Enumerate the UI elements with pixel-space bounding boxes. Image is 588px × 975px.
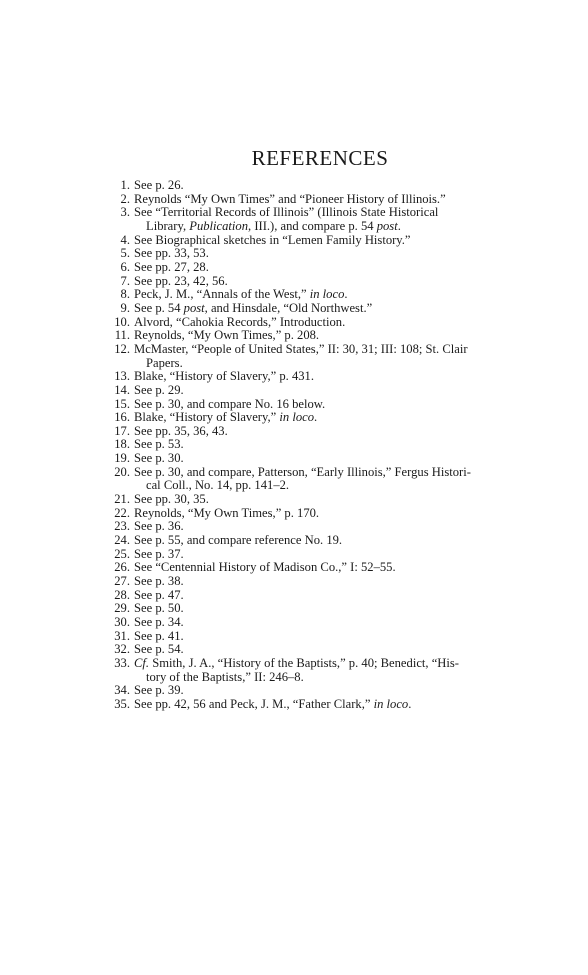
reference-number: 26. [114, 560, 130, 575]
reference-item [104, 657, 556, 684]
reference-list [104, 179, 556, 712]
reference-text: Alvord, “Cahokia Records,” Introduction. [134, 314, 346, 329]
reference-text-block [134, 534, 556, 548]
reference-text-block [134, 507, 556, 521]
reference-item [104, 316, 556, 330]
reference-text: See p. 54 post, and Hinsdale, “Old Northwest.” [134, 300, 373, 315]
reference-number: 7. [120, 273, 130, 288]
reference-number: 35. [114, 696, 130, 711]
reference-text-block [134, 698, 556, 712]
reference-number: 32. [114, 642, 130, 657]
reference-text-block [134, 466, 556, 493]
reference-number: 28. [114, 587, 130, 602]
reference-text: Cf. Smith, J. A., “History of the Baptists,” p. 40; Benedict, “His- [134, 655, 459, 670]
reference-text-block [134, 425, 556, 439]
reference-number: 21. [114, 492, 130, 507]
reference-item [104, 493, 556, 507]
reference-text: See p. 41. [134, 628, 184, 643]
reference-text: Blake, “History of Slavery,” in loco. [134, 410, 318, 425]
reference-text-block [134, 288, 556, 302]
reference-number: 12. [114, 341, 130, 356]
reference-text-block [134, 370, 556, 384]
reference-text-block [134, 329, 556, 343]
reference-text: See p. 36. [134, 519, 184, 534]
reference-text-block [134, 602, 556, 616]
reference-item [104, 343, 556, 370]
reference-text-block [134, 438, 556, 452]
reference-number: 23. [114, 519, 130, 534]
reference-number: 15. [114, 396, 130, 411]
reference-number: 17. [114, 423, 130, 438]
reference-text: See “Centennial History of Madison Co.,” I: 52–55. [134, 560, 396, 575]
reference-text-block [134, 657, 556, 684]
reference-item [104, 534, 556, 548]
reference-text-block [134, 411, 556, 425]
reference-number: 25. [114, 546, 130, 561]
reference-item [104, 411, 556, 425]
reference-number: 16. [114, 410, 130, 425]
reference-text-block [134, 234, 556, 248]
reference-item [104, 329, 556, 343]
reference-text: See p. 50. [134, 601, 184, 616]
reference-text-block [134, 179, 556, 193]
reference-item [104, 507, 556, 521]
reference-text: See pp. 27, 28. [134, 259, 209, 274]
reference-text-block [134, 275, 556, 289]
reference-item [104, 684, 556, 698]
reference-text-block [134, 206, 556, 233]
reference-text: See p. 37. [134, 546, 184, 561]
reference-text-block [134, 616, 556, 630]
reference-text: Reynolds, “My Own Times,” p. 170. [134, 505, 320, 520]
reference-text: Reynolds, “My Own Times,” p. 208. [134, 328, 320, 343]
reference-text-block [134, 493, 556, 507]
reference-text: See p. 29. [134, 382, 184, 397]
reference-number: 20. [114, 464, 130, 479]
reference-item [104, 616, 556, 630]
reference-number: 27. [114, 574, 130, 589]
reference-text-block [134, 561, 556, 575]
reference-number: 19. [114, 451, 130, 466]
reference-item [104, 206, 556, 233]
reference-text-block [134, 643, 556, 657]
reference-number: 9. [120, 300, 130, 315]
reference-item [104, 193, 556, 207]
reference-text-block [134, 548, 556, 562]
reference-number: 13. [114, 369, 130, 384]
reference-number: 24. [114, 533, 130, 548]
reference-text: See pp. 35, 36, 43. [134, 423, 228, 438]
reference-item [104, 452, 556, 466]
reference-number: 11. [114, 328, 130, 343]
reference-text-block [134, 316, 556, 330]
reference-continuation: cal Coll., No. 14, pp. 141–2. [146, 478, 290, 493]
reference-item [104, 234, 556, 248]
reference-number: 33. [114, 655, 130, 670]
reference-item [104, 247, 556, 261]
reference-number: 14. [114, 382, 130, 397]
reference-number: 3. [120, 205, 130, 220]
reference-item [104, 398, 556, 412]
reference-number: 2. [120, 191, 130, 206]
reference-text: See “Territorial Records of Illinois” (Illinois State Historical [134, 205, 439, 220]
reference-text: See pp. 42, 56 and Peck, J. M., “Father Clark,” in loco. [134, 696, 412, 711]
reference-item [104, 261, 556, 275]
reference-item [104, 466, 556, 493]
reference-number: 30. [114, 615, 130, 629]
reference-text: See p. 34. [134, 615, 184, 629]
reference-text: See p. 54. [134, 642, 184, 657]
reference-item [104, 288, 556, 302]
reference-number: 5. [120, 246, 130, 261]
reference-text: See p. 38. [134, 574, 184, 589]
reference-text-block [134, 520, 556, 534]
reference-text: See p. 39. [134, 683, 184, 698]
reference-number: 34. [114, 683, 130, 698]
reference-item [104, 575, 556, 589]
reference-text: See Biographical sketches in “Lemen Family History.” [134, 232, 411, 247]
reference-continuation: Library, Publication, III.), and compare p. 54 post. [146, 218, 401, 233]
reference-text-block [134, 684, 556, 698]
reference-text: Blake, “History of Slavery,” p. 431. [134, 369, 315, 384]
reference-text-block [134, 630, 556, 644]
reference-text-block [134, 302, 556, 316]
reference-item [104, 602, 556, 616]
reference-text: McMaster, “People of United States,” II: 30, 31; III: 108; St. Clair [134, 341, 468, 356]
reference-item [104, 589, 556, 603]
reference-text: Reynolds “My Own Times” and “Pioneer History of Illinois.” [134, 191, 446, 206]
reference-item [104, 698, 556, 712]
reference-item [104, 643, 556, 657]
reference-item [104, 370, 556, 384]
reference-item [104, 438, 556, 452]
reference-text-block [134, 247, 556, 261]
reference-text-block [134, 452, 556, 466]
reference-item [104, 179, 556, 193]
reference-text: See pp. 33, 53. [134, 246, 209, 261]
reference-text-block [134, 384, 556, 398]
reference-number: 6. [120, 259, 130, 274]
reference-text-block [134, 589, 556, 603]
reference-item [104, 520, 556, 534]
reference-number: 4. [120, 232, 130, 247]
reference-number: 1. [120, 178, 130, 192]
reference-number: 10. [114, 314, 130, 329]
reference-item [104, 425, 556, 439]
reference-number: 29. [114, 601, 130, 616]
reference-text: Peck, J. M., “Annals of the West,” in loco. [134, 287, 348, 302]
reference-item [104, 561, 556, 575]
reference-item [104, 630, 556, 644]
reference-item [104, 275, 556, 289]
reference-item [104, 548, 556, 562]
reference-text: See p. 30. [134, 451, 184, 466]
reference-item [104, 302, 556, 316]
reference-text: See p. 53. [134, 437, 184, 452]
reference-text: See p. 55, and compare reference No. 19. [134, 533, 343, 548]
reference-text: See pp. 23, 42, 56. [134, 273, 228, 288]
reference-number: 8. [120, 287, 130, 302]
reference-number: 22. [114, 505, 130, 520]
reference-continuation: Papers. [146, 355, 183, 370]
reference-text-block [134, 261, 556, 275]
reference-text-block [134, 575, 556, 589]
reference-text: See pp. 30, 35. [134, 492, 209, 507]
page-title: REFERENCES [251, 146, 389, 170]
reference-continuation: tory of the Baptists,” II: 246–8. [146, 669, 304, 684]
reference-text-block [134, 343, 556, 370]
reference-number: 18. [114, 437, 130, 452]
reference-text: See p. 47. [134, 587, 184, 602]
reference-item [104, 384, 556, 398]
reference-text: See p. 30, and compare, Patterson, “Early Illinois,” Fergus Histori- [134, 464, 471, 479]
reference-text: See p. 26. [134, 178, 184, 192]
reference-text-block [134, 398, 556, 412]
reference-text: See p. 30, and compare No. 16 below. [134, 396, 326, 411]
reference-text-block [134, 193, 556, 207]
reference-number: 31. [114, 628, 130, 643]
